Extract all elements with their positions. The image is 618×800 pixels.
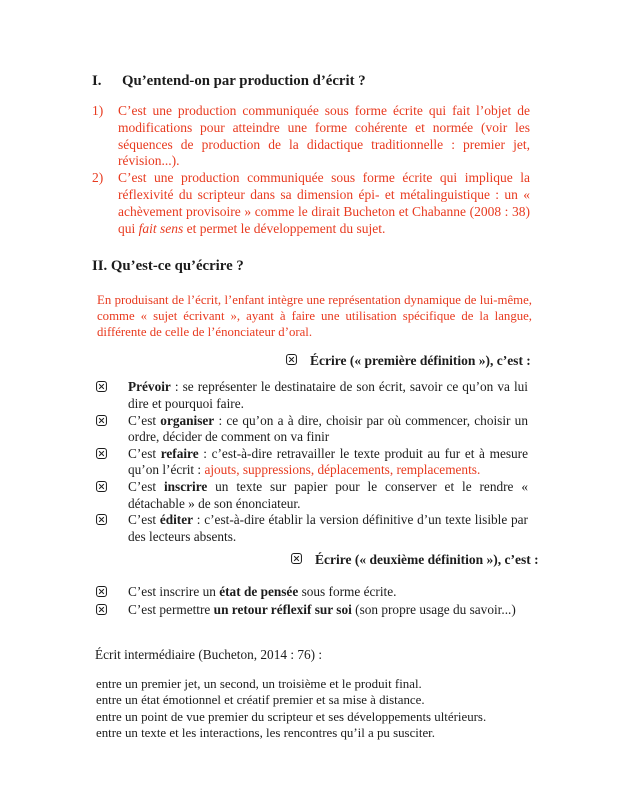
numbered-item-2 — [92, 170, 530, 237]
intermediate-line: entre un texte et les interactions, les rencontres qu’il a pu susciter. — [96, 725, 435, 740]
checklist-item-etat-de-pensee — [96, 584, 528, 602]
checked-checkbox-icon — [286, 354, 297, 365]
intermediate-title: Écrit intermédiaire (Bucheton, 2014 : 76) : — [95, 647, 323, 663]
checklist-definition-2 — [0, 584, 618, 620]
checklist-item-prevoir — [96, 379, 528, 412]
checklist-item-inscrire — [96, 479, 528, 512]
section-1-number: I. — [92, 73, 102, 89]
checklist-item-text: C’est inscrire un texte sur papier pour le conserver et le rendre « détachable » de son énonciateur. — [128, 479, 528, 511]
definition-2-heading — [291, 551, 618, 568]
definition-1-label: Écrire (« première définition »), c’est : — [310, 353, 531, 369]
intermediate-lines — [96, 676, 618, 741]
checklist-definition-1 — [0, 379, 618, 545]
intro-paragraph: En produisant de l’écrit, l’enfant intègre une représentation dynamique de lui-même, comme « sujet écrivant », ayant à faire une utilisation spécifique de la langue, différente de celle de l’énonciateur d’oral. — [97, 293, 532, 339]
checklist-item-text: C’est permettre un retour réflexif sur soi (son propre usage du savoir...) — [128, 602, 516, 618]
checklist-item-text: C’est refaire : c’est-à-dire retravailler le texte produit au fur et à mesure qu’on l’écrit : ajouts, suppressions, déplacements, remplacements. — [128, 445, 528, 478]
checked-checkbox-icon — [291, 553, 302, 564]
checked-checkbox-icon — [96, 446, 128, 464]
section-1-title: Qu’entend-on par production d’écrit ? — [122, 73, 366, 89]
intermediate-line: entre un premier jet, un second, un troisième et le produit final. — [96, 677, 422, 692]
item-number: 2) — [92, 170, 104, 186]
item-text: C’est une production communiquée sous forme écrite qui fait l’objet de modifications pour atteindre une forme cohérente et normée (voir les séquences de production de la didactique traditionnelle : premier jet, révision...). — [118, 103, 530, 169]
section-1-heading — [92, 73, 618, 90]
checklist-item-refaire — [96, 446, 528, 479]
checked-checkbox-icon — [96, 379, 128, 397]
checked-checkbox-icon — [96, 479, 128, 497]
checklist-item-text: C’est inscrire un état de pensée sous forme écrite. — [128, 584, 397, 600]
intermediate-line: entre un point de vue premier du scripteur et ses développements ultérieurs. — [96, 709, 487, 724]
checklist-item-organiser — [96, 413, 528, 446]
checklist-item-text: Prévoir : se représenter le destinataire de son écrit, savoir ce qu’on va lui dire et pourquoi faire. — [128, 379, 528, 412]
definition-1-heading — [286, 352, 618, 369]
checklist-item-retour-reflexif — [96, 602, 528, 620]
numbered-item-1 — [92, 103, 530, 170]
item-text: C’est une production communiquée sous forme écrite qui implique la réflexivité du scripteur dans sa dimension épi- et métalinguistique : un « achèvement provisoire » comme le dirait Bucheton et Chabanne (2008 : 38) qui fait sens et permet le développement du sujet. — [118, 170, 530, 236]
checklist-item-editer — [96, 512, 528, 545]
intermediate-line: entre un état émotionnel et créatif premier et sa mise à distance. — [96, 693, 425, 708]
numbered-list — [0, 103, 618, 237]
section-2-heading: II. Qu’est-ce qu’écrire ? — [92, 258, 244, 275]
checklist-item-text: C’est éditer : c’est-à-dire établir la version définitive d’un texte lisible par des lecteurs absents. — [128, 512, 528, 544]
checked-checkbox-icon — [96, 584, 128, 602]
item-number: 1) — [92, 103, 104, 118]
checklist-item-text: C’est organiser : ce qu’on a à dire, choisir par où commencer, choisir un ordre, décider de comment on va finir — [128, 412, 528, 445]
checked-checkbox-icon — [96, 413, 128, 431]
definition-2-label: Écrire (« deuxième définition »), c’est : — [315, 552, 539, 568]
checked-checkbox-icon — [96, 602, 128, 620]
checked-checkbox-icon — [96, 512, 128, 530]
